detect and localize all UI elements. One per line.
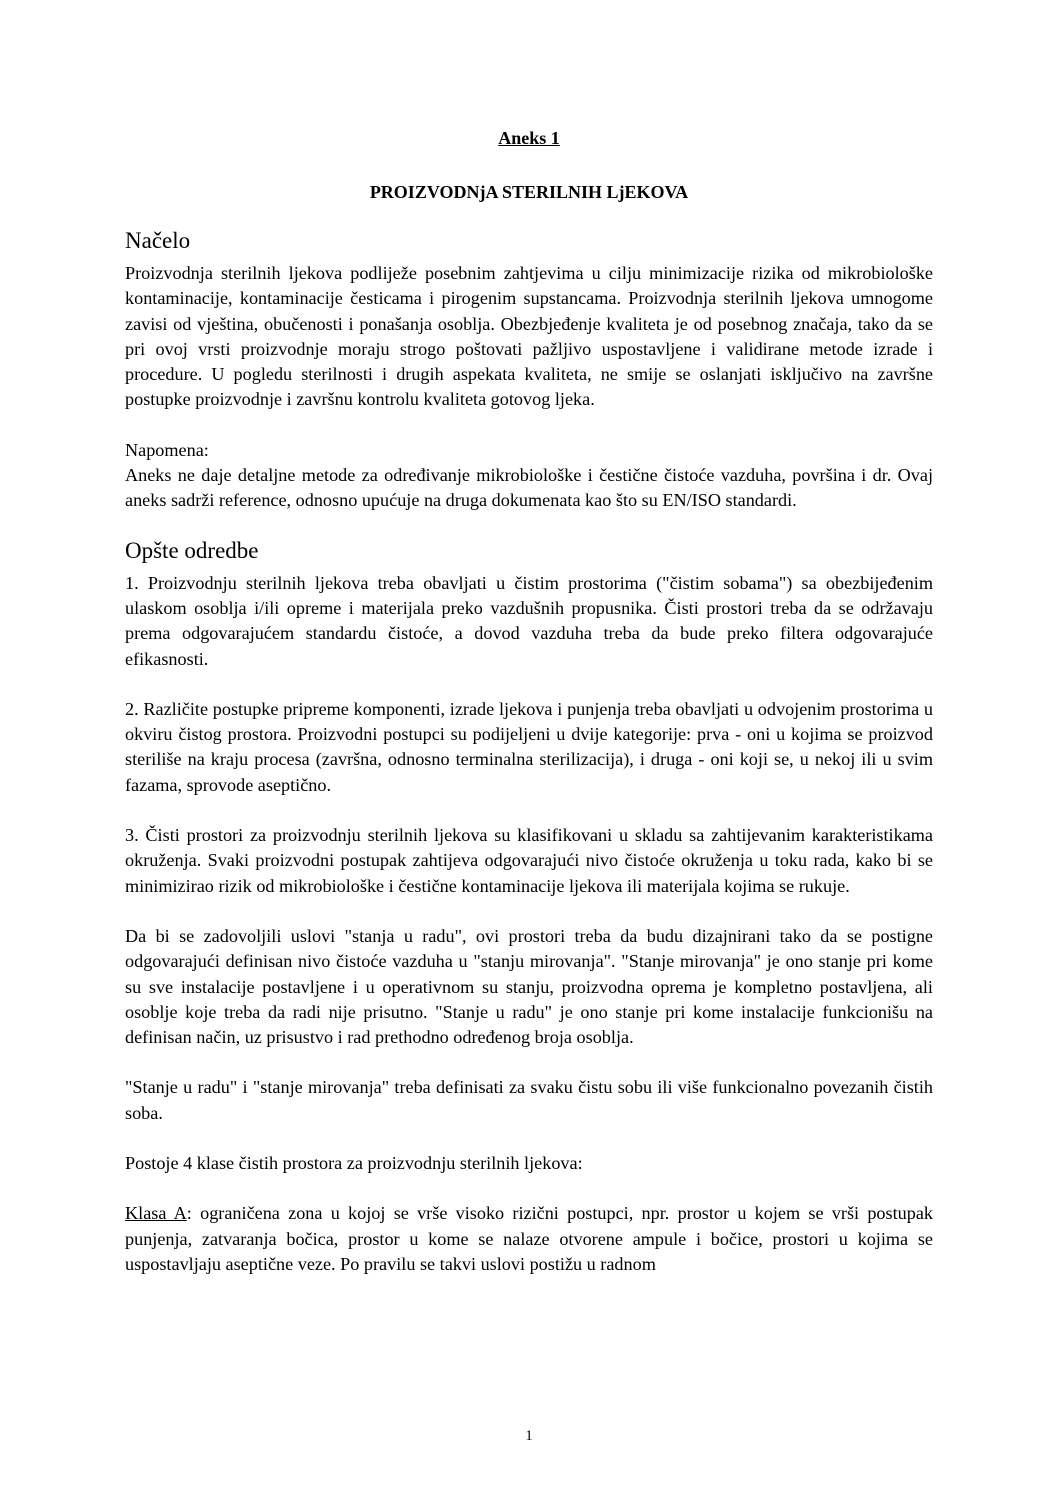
section-heading-principle: Načelo [125, 228, 191, 253]
page-number: 1 [525, 1428, 533, 1444]
general-paragraph-3: 3. Čisti prostori za proizvodnju sterilnih ljekova su klasifikovani u skladu sa zahtijevanim karakteristikama okruženja. Svaki proizvodni postupak zahtijeva odgovarajući nivo čistoće okruženja u toku rada, kako bi se minimizirao rizik od mikrobiološke i čestične kontaminacije ljekova ili materijala kojima se rukuje. [125, 825, 933, 896]
spacer [125, 1176, 933, 1201]
note-label: Napomena: [125, 439, 209, 460]
spacer [125, 413, 933, 438]
general-paragraph-4: Da bi se zadovoljili uslovi "stanja u radu", ovi prostori treba da budu dizajnirani tako da se postigne odgovarajući definisan nivo čistoće vazduha u "stanju mirovanja". "Stanje mirovanja" je ono stanje pri kome su sve instalacije postavljene i u operativnom su stanju, proizvodna oprema je kompletno postavljena, ali osoblje koje treba da radi nije prisutno. "Stanje u radu" je ono stanje pri kome instalacije funkcionišu na definisan način, uz prisustvo i rad prethodno određenog broja osoblja. [125, 925, 933, 1048]
page-content [125, 118, 933, 1277]
class-a-text: : ograničena zona u kojoj se vrše visoko rizični postupci, npr. prostor u kojem se vrši postupak punjenja, zatvaranja bočica, prostor u kome se nalaze otvorene ampule i bočice, prostori u kojima se uspostavljaju aseptične veze. Po pravilu se takvi uslovi postižu u radnom [125, 1203, 933, 1274]
section-heading-general: Opšte odredbe [125, 537, 259, 563]
spacer [125, 798, 933, 823]
annex-title: Aneks 1 [498, 128, 560, 148]
general-paragraph-1: 1. Proizvodnju sterilnih ljekova treba obavljati u čistim prostorima ("čistim sobama") sa obezbijeđenim ulaskom osoblja i/ili opreme i materijala preko vazdušnih propusnika. Čisti prostori treba da se održavaju prema odgovarajućem standardu čistoće, a dovod vazduha treba da bude preko filtera odgovarajuće efikasnosti. [125, 572, 933, 669]
spacer [125, 1050, 933, 1075]
principle-paragraph: Proizvodnja sterilnih ljekova podliježe posebnim zahtjevima u cilju minimizacije rizika od mikrobiološke kontaminacije, kontaminacije česticama i pirogenim supstancama. Proizvodnja sterilnih ljekova umnogome zavisi od vještina, obučenosti i ponašanja osoblja. Obezbjeđenje kvaliteta je od posebnog značaja, tako da se pri ovoj vrsti proizvodnje moraju strogo poštovati pažljivo uspostavljene i validirane metode izrade i procedure. U pogledu sterilnosti i drugih aspekata kvaliteta, ne smije se oslanjati isključivo na završne postupke proizvodnje i završnu kontrolu kvaliteta gotovog ljeka. [125, 263, 933, 410]
document-title: PROIZVODNjA STERILNIH LjEKOVA [369, 182, 689, 202]
general-paragraph-5: "Stanje u radu" i "stanje mirovanja" treba definisati za svaku čistu sobu ili više funkcionalno povezanih čistih soba. [125, 1077, 933, 1123]
class-a-label: Klasa A [125, 1203, 187, 1224]
note-paragraph: Aneks ne daje detaljne metode za određivanje mikrobiološke i čestične čistoće vazduha, površina i dr. Ovaj aneks sadrži reference, odnosno upućuje na druga dokumenata kao što su EN/ISO standardi. [125, 465, 933, 511]
general-paragraph-2: 2. Različite postupke pripreme komponenti, izrade ljekova i punjenja treba obavljati u odvojenim prostorima u okviru čistog prostora. Proizvodni postupci su podijeljeni u dvije kategorije: prva - oni u kojima se proizvod steriliše na kraju procesa (završna, odnosno terminalna sterilizacija), i druga - oni koji se, u nekoj ili u svim fazama, sprovode aseptično. [125, 698, 933, 795]
spacer [125, 1126, 933, 1151]
spacer [125, 672, 933, 697]
spacer [125, 899, 933, 924]
class-a-paragraph [125, 1201, 933, 1277]
general-paragraph-6: Postoje 4 klase čistih prostora za proizvodnju sterilnih ljekova: [125, 1153, 583, 1174]
